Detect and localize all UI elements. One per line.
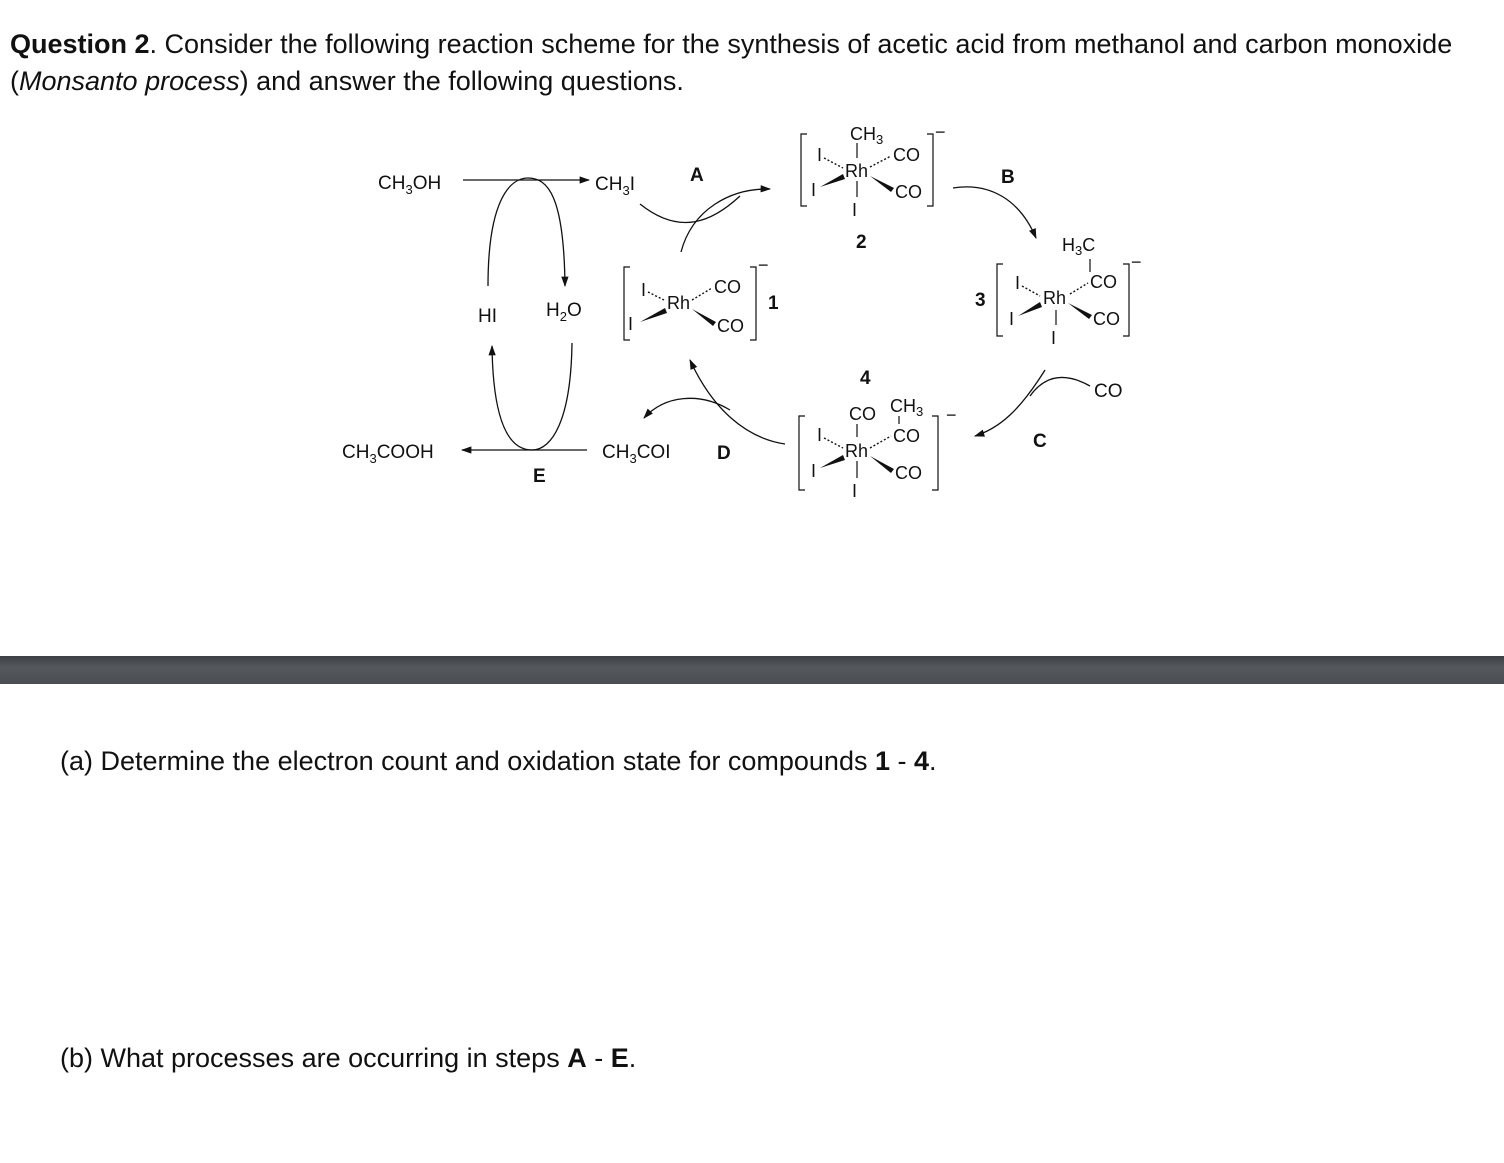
reaction-scheme bbox=[0, 100, 1504, 560]
wedge-bond bbox=[820, 174, 845, 187]
iodide-ligand: I bbox=[1009, 309, 1015, 329]
formula-rest: OH bbox=[412, 173, 442, 194]
arrow-d bbox=[690, 360, 785, 444]
rhodium-atom: Rh bbox=[667, 293, 691, 313]
left-bracket bbox=[799, 416, 805, 490]
rhodium-atom: Rh bbox=[845, 161, 869, 181]
methyl-iodide-label: $CH_3I$ bbox=[595, 174, 635, 198]
part-b-bold-1: A bbox=[567, 1043, 587, 1073]
question-text bbox=[10, 26, 1490, 100]
compound-number-4: 4 bbox=[860, 368, 871, 389]
carbonyl-ligand: CO bbox=[895, 463, 922, 483]
acyl-carbonyl: CO bbox=[849, 404, 876, 424]
step-label-e: E bbox=[533, 466, 546, 487]
compound-number-2: 2 bbox=[856, 232, 867, 253]
carbonyl-ligand: CO bbox=[1090, 272, 1117, 292]
step-label-d: D bbox=[717, 443, 731, 464]
subscript: 3 bbox=[629, 451, 637, 466]
part-b-prefix: (b) What processes are occurring in steps bbox=[60, 1043, 568, 1073]
acetyl-iodide-label: $CH_3COI$ bbox=[602, 442, 671, 466]
formula-rest: O bbox=[566, 300, 582, 321]
carbonyl-ligand: CO bbox=[717, 316, 744, 336]
hashed-bond bbox=[648, 292, 664, 300]
part-a-mid: - bbox=[890, 746, 914, 776]
subscript: 3 bbox=[369, 451, 377, 466]
step-label-a: A bbox=[690, 165, 704, 186]
hi-label: HI bbox=[478, 306, 497, 327]
wedge-bond bbox=[1068, 303, 1092, 319]
iodide-ligand: I bbox=[852, 200, 858, 220]
carbonyl-ligand: CO bbox=[1093, 309, 1120, 329]
part-b-suffix: . bbox=[628, 1043, 637, 1073]
right-bracket bbox=[1123, 264, 1129, 336]
carbonyl-ligand: CO bbox=[714, 277, 741, 297]
part-a-prefix: (a) Determine the electron count and oxidation state for compounds bbox=[60, 746, 875, 776]
iodide-ligand: I bbox=[641, 280, 647, 300]
methyl-ligand: $H_3C$ bbox=[1062, 235, 1096, 258]
formula-rest: C bbox=[1082, 235, 1096, 255]
hashed-bond bbox=[870, 436, 891, 448]
question-label: Question 2 bbox=[10, 29, 150, 59]
arrow-d-outgoing bbox=[644, 398, 730, 418]
hashed-bond bbox=[870, 156, 891, 167]
iodide-ligand: I bbox=[817, 425, 823, 445]
formula-rest: I bbox=[629, 174, 635, 195]
part-a-bold-2: 4 bbox=[914, 746, 930, 776]
formula-rest: COOH bbox=[376, 442, 434, 463]
formula-rest: COI bbox=[636, 442, 671, 463]
question-process-name: Monsanto process bbox=[19, 66, 240, 96]
part-a-bold-1: 1 bbox=[874, 746, 890, 776]
subscript: 3 bbox=[876, 132, 884, 147]
part-b-question bbox=[60, 1041, 636, 1075]
right-bracket bbox=[932, 416, 938, 490]
charge-minus: − bbox=[935, 122, 946, 142]
iodide-ligand: I bbox=[1051, 328, 1057, 348]
rhodium-complex-2 bbox=[801, 122, 946, 220]
arrow-c bbox=[975, 370, 1045, 436]
compound-number-3: 3 bbox=[975, 290, 986, 311]
rhodium-complex-3 bbox=[997, 235, 1142, 348]
wedge-bond bbox=[640, 308, 667, 322]
question-text-part-1: . Consider the following reaction scheme for the synthesis of acetic acid from methanol and carbon monoxide ( bbox=[10, 29, 1453, 96]
subscript: 3 bbox=[405, 182, 413, 197]
subscript: 3 bbox=[916, 404, 924, 419]
question-text-part-2: ) and answer the following questions. bbox=[239, 66, 684, 96]
wedge-bond bbox=[1018, 302, 1042, 316]
iodide-ligand: I bbox=[817, 145, 823, 165]
wedge-bond bbox=[692, 309, 716, 326]
charge-minus: − bbox=[758, 255, 769, 275]
hashed-bond bbox=[1070, 283, 1088, 294]
hashed-bond bbox=[1022, 286, 1040, 296]
hashed-bond bbox=[692, 288, 712, 300]
part-b-mid: - bbox=[586, 1043, 611, 1073]
water-label: $H_2O$ bbox=[546, 300, 582, 324]
free-co-label: CO bbox=[1094, 381, 1123, 402]
arrow-b bbox=[953, 187, 1036, 238]
step-label-c: C bbox=[1033, 431, 1047, 452]
section-divider bbox=[0, 656, 1504, 684]
hashed-bond bbox=[824, 158, 843, 168]
right-bracket bbox=[750, 267, 756, 340]
rhodium-complex-1 bbox=[624, 255, 769, 340]
acetic-acid-label: $CH_3COOH$ bbox=[342, 442, 434, 466]
rhodium-complex-4 bbox=[799, 396, 957, 501]
part-a-suffix: . bbox=[929, 746, 937, 776]
iodide-ligand: I bbox=[811, 180, 817, 200]
iodide-ligand: I bbox=[628, 314, 634, 334]
hashed-bond bbox=[824, 438, 843, 448]
charge-minus: − bbox=[946, 405, 957, 425]
iodide-ligand: I bbox=[811, 461, 817, 481]
rhodium-atom: Rh bbox=[845, 441, 869, 461]
left-bracket bbox=[801, 134, 807, 206]
wedge-bond bbox=[870, 176, 894, 192]
subscript: 2 bbox=[559, 309, 567, 324]
arrow-hi-consumed bbox=[488, 178, 565, 286]
methanol-label: $CH_3OH$ bbox=[378, 173, 442, 197]
arrow-a bbox=[681, 189, 770, 252]
right-bracket bbox=[927, 134, 933, 206]
part-a-question bbox=[60, 744, 937, 778]
step-label-b: B bbox=[1001, 167, 1015, 188]
subscript: 3 bbox=[1075, 243, 1083, 258]
carbonyl-ligand: CO bbox=[893, 426, 920, 446]
wedge-bond bbox=[820, 455, 845, 468]
iodide-ligand: I bbox=[852, 481, 858, 501]
rhodium-atom: Rh bbox=[1043, 288, 1067, 308]
methyl-ligand: $CH_3$ bbox=[850, 124, 884, 147]
arrow-hi-regenerated bbox=[492, 343, 572, 450]
methyl-ligand: $CH_3$ bbox=[890, 396, 924, 419]
subscript: 3 bbox=[622, 183, 630, 198]
carbonyl-ligand: CO bbox=[893, 145, 920, 165]
charge-minus: − bbox=[1131, 252, 1142, 272]
carbonyl-ligand: CO bbox=[895, 182, 922, 202]
wedge-bond bbox=[870, 456, 894, 473]
iodide-ligand: I bbox=[1015, 273, 1021, 293]
left-bracket bbox=[997, 264, 1003, 336]
arrow-a-incoming bbox=[640, 196, 740, 223]
part-b-bold-2: E bbox=[610, 1043, 629, 1073]
compound-number-1: 1 bbox=[768, 293, 779, 314]
